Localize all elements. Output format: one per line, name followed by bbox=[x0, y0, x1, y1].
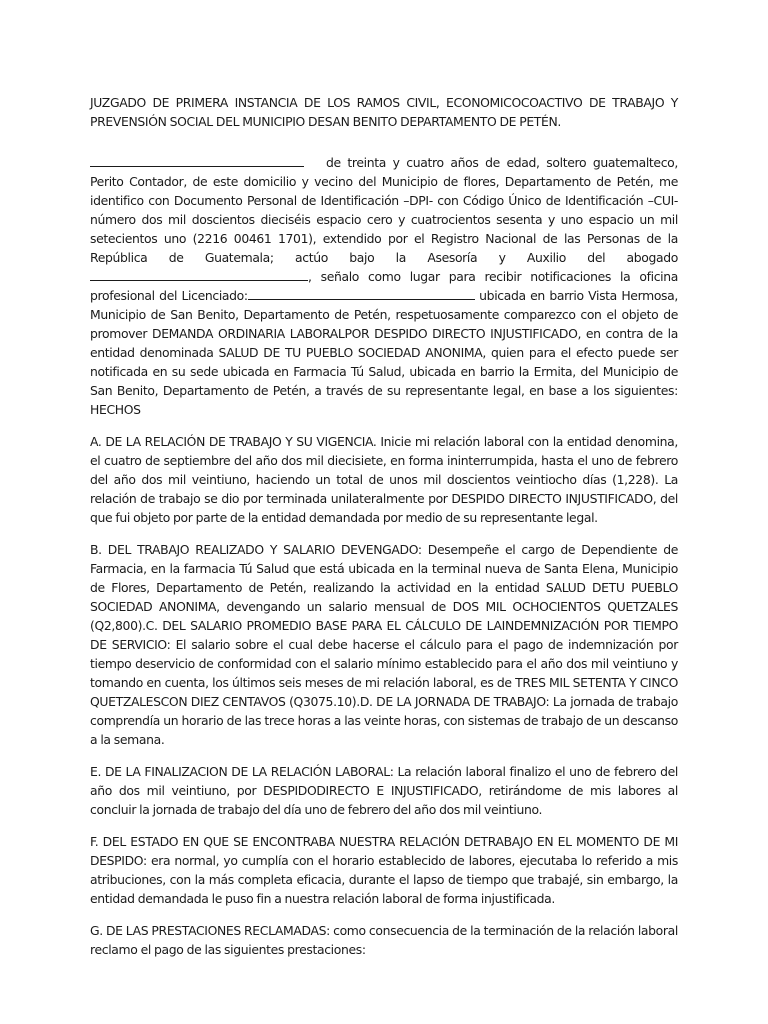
section-b: B. DEL TRABAJO REALIZADO Y SALARIO DEVENGADO: Desempeñe el cargo de Dependiente de Farmacia, en la farmacia Tú Salud que está ubicada en la terminal nueva de Santa Elena, Municipio de Flores, Departamento de Petén, realizando la actividad en la entidad SALUD DETU PUEBLO SOCIEDAD ANONIMA, devengando un salario mensual de DOS MIL OCHOCIENTOS QUETZALES (Q2,800).C. DEL SALARIO PROMEDIO BASE PARA EL CÁLCULO DE LAINDEMNIZACIÓN POR TIEMPO DE SERVICIO: El salario sobre el cual debe hacerse el cálculo para el pago de indemnización por tiempo deservicio de conformidad con el salario mínimo establecido para el año dos mil veintiuno y tomando en cuenta, los últimos seis meses de mi relación laboral, es de TRES MIL SETENTA Y CINCO QUETZALESCON DIEZ CENTAVOS (Q3075.10).D. DE LA JORNADA DE TRABAJO: La jornada de trabajo comprendía un horario de las trece horas a las veinte horas, con sistemas de trabajo de un descanso a la semana. bbox=[90, 542, 678, 747]
section-a: A. DE LA RELACIÓN DE TRABAJO Y SU VIGENCIA. Inicie mi relación laboral con la entidad denomina, el cuatro de septiembre del año dos mil diecisiete, en forma ininterrumpida, hasta el uno de febrero del año dos mil veintiuno, haciendo un total de unos mil doscientos veintiocho días (1,228). La relación de trabajo se dio por terminada unilateralmente por DESPIDO DIRECTO INJUSTIFICADO, del que fui objeto por parte de la entidad demandada por medio de su representante legal. bbox=[90, 434, 678, 525]
court-heading: JUZGADO DE PRIMERA INSTANCIA DE LOS RAMOS CIVIL, ECONOMICOCOACTIVO DE TRABAJO Y PREVENSIÓN SOCIAL DEL MUNICIPIO DESAN BENITO DEPARTAMENTO DE PETÉN. bbox=[90, 95, 678, 129]
lawyer-name-blank bbox=[90, 268, 308, 281]
intro-text-2: , señalo como lugar para recibir notificaciones la oficina profesional del Licenciado: bbox=[90, 269, 678, 303]
intro-text-1: de treinta y cuatro años de edad, soltero guatemalteco, Perito Contador, de este domicilio y vecino del Municipio de flores, Departamento de Petén, me identifico con Documento Personal de Identificación –DPI- con Código Único de Identificación –CUI- número dos mil doscientos dieciséis espacio cero y cuatrocientos sesenta y uno espacio un mil setecientos uno (2216 00461 1701), extendido por el Registro Nacional de las Personas de la República de Guatemala; actúo bajo la Asesoría y Auxilio del abogado bbox=[90, 155, 678, 265]
section-f: F. DEL ESTADO EN QUE SE ENCONTRABA NUESTRA RELACIÓN DETRABAJO EN EL MOMENTO DE MI DESPIDO: era normal, yo cumplía con el horario establecido de labores, ejecutaba lo referido a mis atribuciones, con la más completa eficacia, durante el lapso de tiempo que trabajé, sin embargo, la entidad demandada le puso fin a nuestra relación laboral de forma injustificada. bbox=[90, 834, 678, 906]
licenciado-name-blank bbox=[248, 287, 475, 300]
section-g: G. DE LAS PRESTACIONES RECLAMADAS: como consecuencia de la terminación de la relación laboral reclamo el pago de las siguientes prestaciones: bbox=[90, 923, 678, 957]
plaintiff-name-blank bbox=[90, 154, 304, 167]
intro-text-3: ubicada en barrio Vista Hermosa, Municipio de San Benito, Departamento de Petén, respetuosamente comparezco con el objeto de promover DEMANDA ORDINARIA LABORALPOR DESPIDO DIRECTO INJUSTIFICADO, en contra de la entidad denominada SALUD DE TU PUEBLO SOCIEDAD ANONIMA, quien para el efecto puede ser notificada en su sede ubicada en Farmacia Tú Salud, ubicada en barrio la Ermita, del Municipio de San Benito, Departamento de Petén, a través de su representante legal, en base a los siguientes: HECHOS bbox=[90, 288, 678, 417]
intro-paragraph bbox=[90, 153, 678, 419]
document-page bbox=[90, 93, 678, 972]
section-e: E. DE LA FINALIZACION DE LA RELACIÓN LABORAL: La relación laboral finalizo el uno de febrero del año dos mil veintiuno, por DESPIDODIRECTO E INJUSTIFICADO, retirándome de mis labores al concluir la jornada de trabajo del día uno de febrero del año dos mil veintiuno. bbox=[90, 764, 678, 817]
